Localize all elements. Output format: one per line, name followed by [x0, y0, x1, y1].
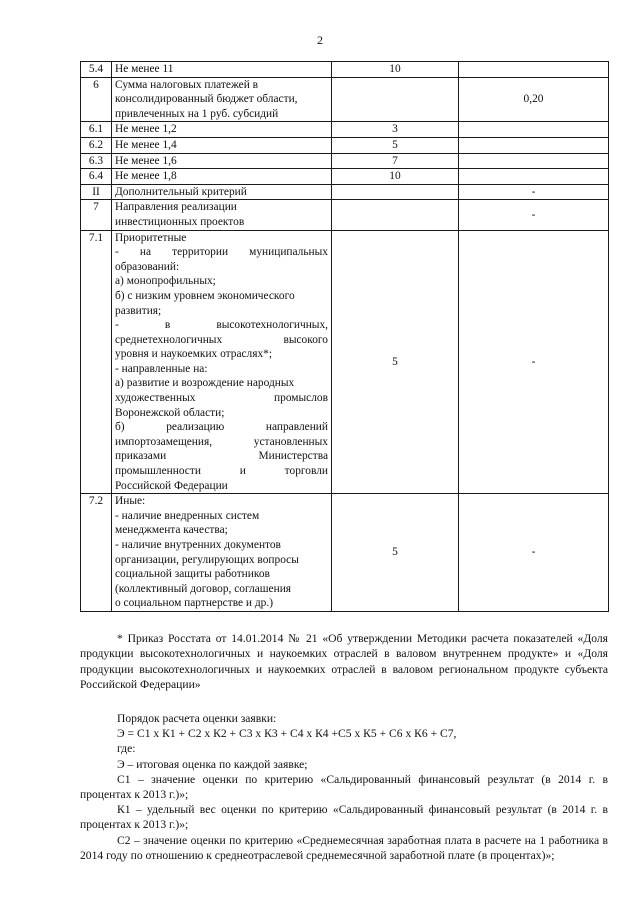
desc-line: - в высокотехнологичных, [115, 319, 328, 332]
desc-line: б) с низким уровнем экономического [115, 289, 295, 302]
row-weight: - [459, 200, 609, 230]
formula-definition: К1 – удельный вес оценки по критерию «Сальдированный финансовый результат (в 2014 г. в процентах к 2013 г.)»; [80, 803, 608, 832]
row-number: 7.1 [81, 230, 112, 494]
table-row [81, 169, 609, 185]
desc-line: организации, регулирующих вопросы [115, 553, 299, 566]
desc-line: художественных промыслов [115, 392, 328, 405]
row-description: Не менее 1,2 [112, 122, 332, 138]
table-row [81, 62, 609, 78]
formula-definition: С2 – значение оценки по критерию «Среднемесячная заработная плата в расчете на 1 работника в 2014 году по отношению к среднеотраслевой среднемесячной заработной плате (в процентах)»; [80, 833, 608, 862]
desc-line: консолидированный бюджет области, [115, 93, 298, 106]
row-number: 6.4 [81, 169, 112, 185]
row-number: 6 [81, 77, 112, 122]
desc-line: б) реализацию направлений [115, 421, 328, 434]
desc-line: - на территории муниципальных [115, 246, 328, 259]
criteria-table [80, 61, 609, 612]
row-weight: 0,20 [459, 77, 609, 122]
row-description [112, 230, 332, 494]
desc-line: - направленные на: [115, 362, 208, 375]
table-row [81, 137, 609, 153]
row-points: 10 [332, 169, 459, 185]
row-number: 7.2 [81, 494, 112, 612]
desc-line: - наличие внедренных систем [115, 509, 260, 522]
row-description [112, 77, 332, 122]
row-points [332, 77, 459, 122]
desc-line: менеджмента качества; [115, 524, 228, 537]
desc-line: а) развитие и возрождение народных [115, 377, 295, 390]
row-number: 6.1 [81, 122, 112, 138]
row-description: Не менее 11 [112, 62, 332, 78]
desc-line: о социальном партнерстве и др.) [115, 597, 273, 610]
desc-line: среднетехнологичных высокого [115, 333, 328, 346]
row-description [112, 200, 332, 230]
row-points: 3 [332, 122, 459, 138]
row-weight: - [459, 184, 609, 200]
row-number: 6.3 [81, 153, 112, 169]
desc-line: Воронежской области; [115, 406, 225, 419]
row-number: 7 [81, 200, 112, 230]
row-points [332, 200, 459, 230]
desc-line: приказами Министерства [115, 450, 328, 463]
desc-line: промышленности и торговли [115, 465, 328, 478]
desc-line: Российской Федерации [115, 479, 228, 492]
desc-line: инвестиционных проектов [115, 215, 245, 228]
table-row [81, 184, 609, 200]
row-points: 5 [332, 230, 459, 494]
table-row [81, 494, 609, 612]
row-weight [459, 169, 609, 185]
desc-line: - наличие внутренних документов [115, 539, 281, 551]
footnote: * Приказ Росстата от 14.01.2014 № 21 «Об утверждении Методики расчета показателей «Доля продукции высокотехнологичных и наукоемких отраслей в валовом внутреннем продукте» и «Доля продукции высокотехнологичных и наукоемких отраслей в валовом региональном продукте субъекта Российской Федерации» [80, 632, 608, 692]
desc-line: (коллективный договор, соглашения [115, 582, 292, 595]
desc-line: образований: [115, 260, 180, 273]
desc-line: привлеченных на 1 руб. субсидий [115, 107, 279, 120]
desc-line: Направления реализации [115, 201, 237, 214]
desc-line: а) монопрофильных; [115, 275, 216, 288]
row-description: Не менее 1,6 [112, 153, 332, 169]
formula-definition: С1 – значение оценки по критерию «Сальдированный финансовый результат (в 2014 г. в процентах к 2013 г.)»; [80, 772, 608, 802]
formula-equation: Э = С1 х К1 + С2 х К2 + С3 х К3 + С4 х К4 +С5 х К5 + С6 х К6 + С7, [117, 727, 457, 741]
formula-definition: Э – итоговая оценка по каждой заявке; [117, 757, 308, 771]
desc-line: Сумма налоговых платежей в [115, 78, 259, 91]
row-number: 6.2 [81, 137, 112, 153]
row-description: Дополнительный критерий [112, 184, 332, 200]
row-weight [459, 122, 609, 138]
row-description: Не менее 1,8 [112, 169, 332, 185]
formula-intro: Порядок расчета оценки заявки: [117, 712, 277, 725]
desc-line: Приоритетные [115, 231, 187, 244]
row-points: 10 [332, 62, 459, 78]
desc-line: социальной защиты работников [115, 568, 270, 581]
row-points: 7 [332, 153, 459, 169]
table-row [81, 230, 609, 494]
row-weight: - [459, 230, 609, 494]
row-weight [459, 137, 609, 153]
page-number: 2 [317, 33, 323, 47]
row-weight [459, 62, 609, 78]
row-points: 5 [332, 494, 459, 612]
desc-line: уровня и наукоемких отраслях*; [115, 348, 273, 361]
row-description: Не менее 1,4 [112, 137, 332, 153]
row-number: 5.4 [81, 62, 112, 78]
row-weight [459, 153, 609, 169]
table-row [81, 77, 609, 122]
row-points: 5 [332, 137, 459, 153]
row-points [332, 184, 459, 200]
formula-where: где: [117, 742, 136, 756]
row-weight: - [459, 494, 609, 612]
formula-section [80, 711, 608, 863]
row-description [112, 494, 332, 612]
table-row [81, 153, 609, 169]
row-number: II [81, 184, 112, 200]
table-row [81, 122, 609, 138]
desc-line: развития; [115, 304, 162, 317]
desc-line: Иные: [115, 495, 146, 508]
desc-line: импортозамещения, установленных [115, 435, 328, 448]
table-row [81, 200, 609, 230]
